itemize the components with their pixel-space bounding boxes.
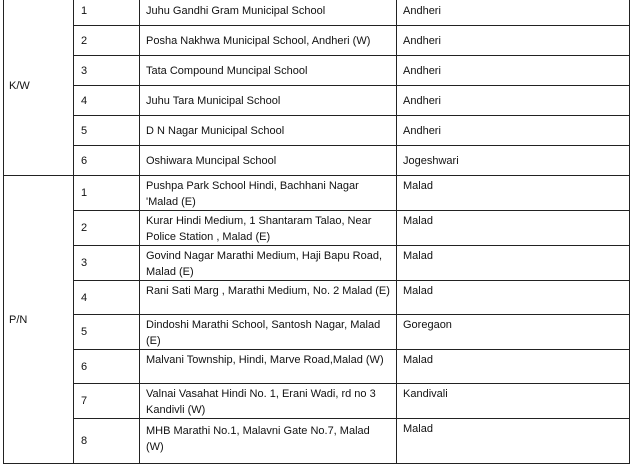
- area-name: Malad: [397, 419, 630, 464]
- row-number: 4: [74, 281, 140, 315]
- table-row: [4, 86, 630, 116]
- school-name: Valnai Vasahat Hindi No. 1, Erani Wadi, rd no 3 Kandivli (W): [140, 384, 397, 419]
- area-name: Kandivali: [397, 384, 630, 419]
- row-number: 4: [74, 86, 140, 116]
- table-row: [4, 350, 630, 384]
- table-row: [4, 384, 630, 419]
- row-number: 2: [74, 26, 140, 56]
- area-name: Malad: [397, 246, 630, 281]
- row-number: 1: [74, 0, 140, 26]
- area-name: Andheri: [397, 0, 630, 26]
- school-name: Kurar Hindi Medium, 1 Shantaram Talao, Near Police Station , Malad (E): [140, 211, 397, 246]
- table-row: [4, 246, 630, 281]
- table-row: [4, 176, 630, 211]
- area-name: Malad: [397, 350, 630, 384]
- area-name: Andheri: [397, 116, 630, 146]
- school-name: Oshiwara Muncipal School: [140, 146, 397, 176]
- row-number: 8: [74, 419, 140, 464]
- ward-cell: K/W: [4, 0, 74, 176]
- area-name: Andheri: [397, 86, 630, 116]
- table-row: [4, 0, 630, 26]
- schools-table: [3, 0, 630, 464]
- row-number: 1: [74, 176, 140, 211]
- school-name: Govind Nagar Marathi Medium, Haji Bapu Road, Malad (E): [140, 246, 397, 281]
- school-name: Rani Sati Marg , Marathi Medium, No. 2 Malad (E): [140, 281, 397, 315]
- school-name: MHB Marathi No.1, Malavni Gate No.7, Malad (W): [140, 419, 397, 464]
- table-row: [4, 146, 630, 176]
- table-row: [4, 56, 630, 86]
- school-name: Dindoshi Marathi School, Santosh Nagar, Malad (E): [140, 315, 397, 350]
- row-number: 6: [74, 350, 140, 384]
- area-name: Malad: [397, 211, 630, 246]
- school-name: Tata Compound Muncipal School: [140, 56, 397, 86]
- table-row: [4, 26, 630, 56]
- area-name: Goregaon: [397, 315, 630, 350]
- area-name: Jogeshwari: [397, 146, 630, 176]
- row-number: 3: [74, 56, 140, 86]
- school-name: Pushpa Park School Hindi, Bachhani Nagar 'Malad (E): [140, 176, 397, 211]
- area-name: Malad: [397, 176, 630, 211]
- school-name: Posha Nakhwa Municipal School, Andheri (W): [140, 26, 397, 56]
- row-number: 2: [74, 211, 140, 246]
- row-number: 5: [74, 116, 140, 146]
- ward-cell: P/N: [4, 176, 74, 464]
- table-row: [4, 281, 630, 315]
- area-name: Malad: [397, 281, 630, 315]
- area-name: Andheri: [397, 26, 630, 56]
- school-name: Juhu Gandhi Gram Municipal School: [140, 0, 397, 26]
- area-name: Andheri: [397, 56, 630, 86]
- school-name: Malvani Township, Hindi, Marve Road,Malad (W): [140, 350, 397, 384]
- table-row: [4, 419, 630, 464]
- school-name: Juhu Tara Municipal School: [140, 86, 397, 116]
- table-row: [4, 211, 630, 246]
- row-number: 7: [74, 384, 140, 419]
- school-name: D N Nagar Municipal School: [140, 116, 397, 146]
- table-row: [4, 315, 630, 350]
- row-number: 6: [74, 146, 140, 176]
- row-number: 5: [74, 315, 140, 350]
- row-number: 3: [74, 246, 140, 281]
- table-row: [4, 116, 630, 146]
